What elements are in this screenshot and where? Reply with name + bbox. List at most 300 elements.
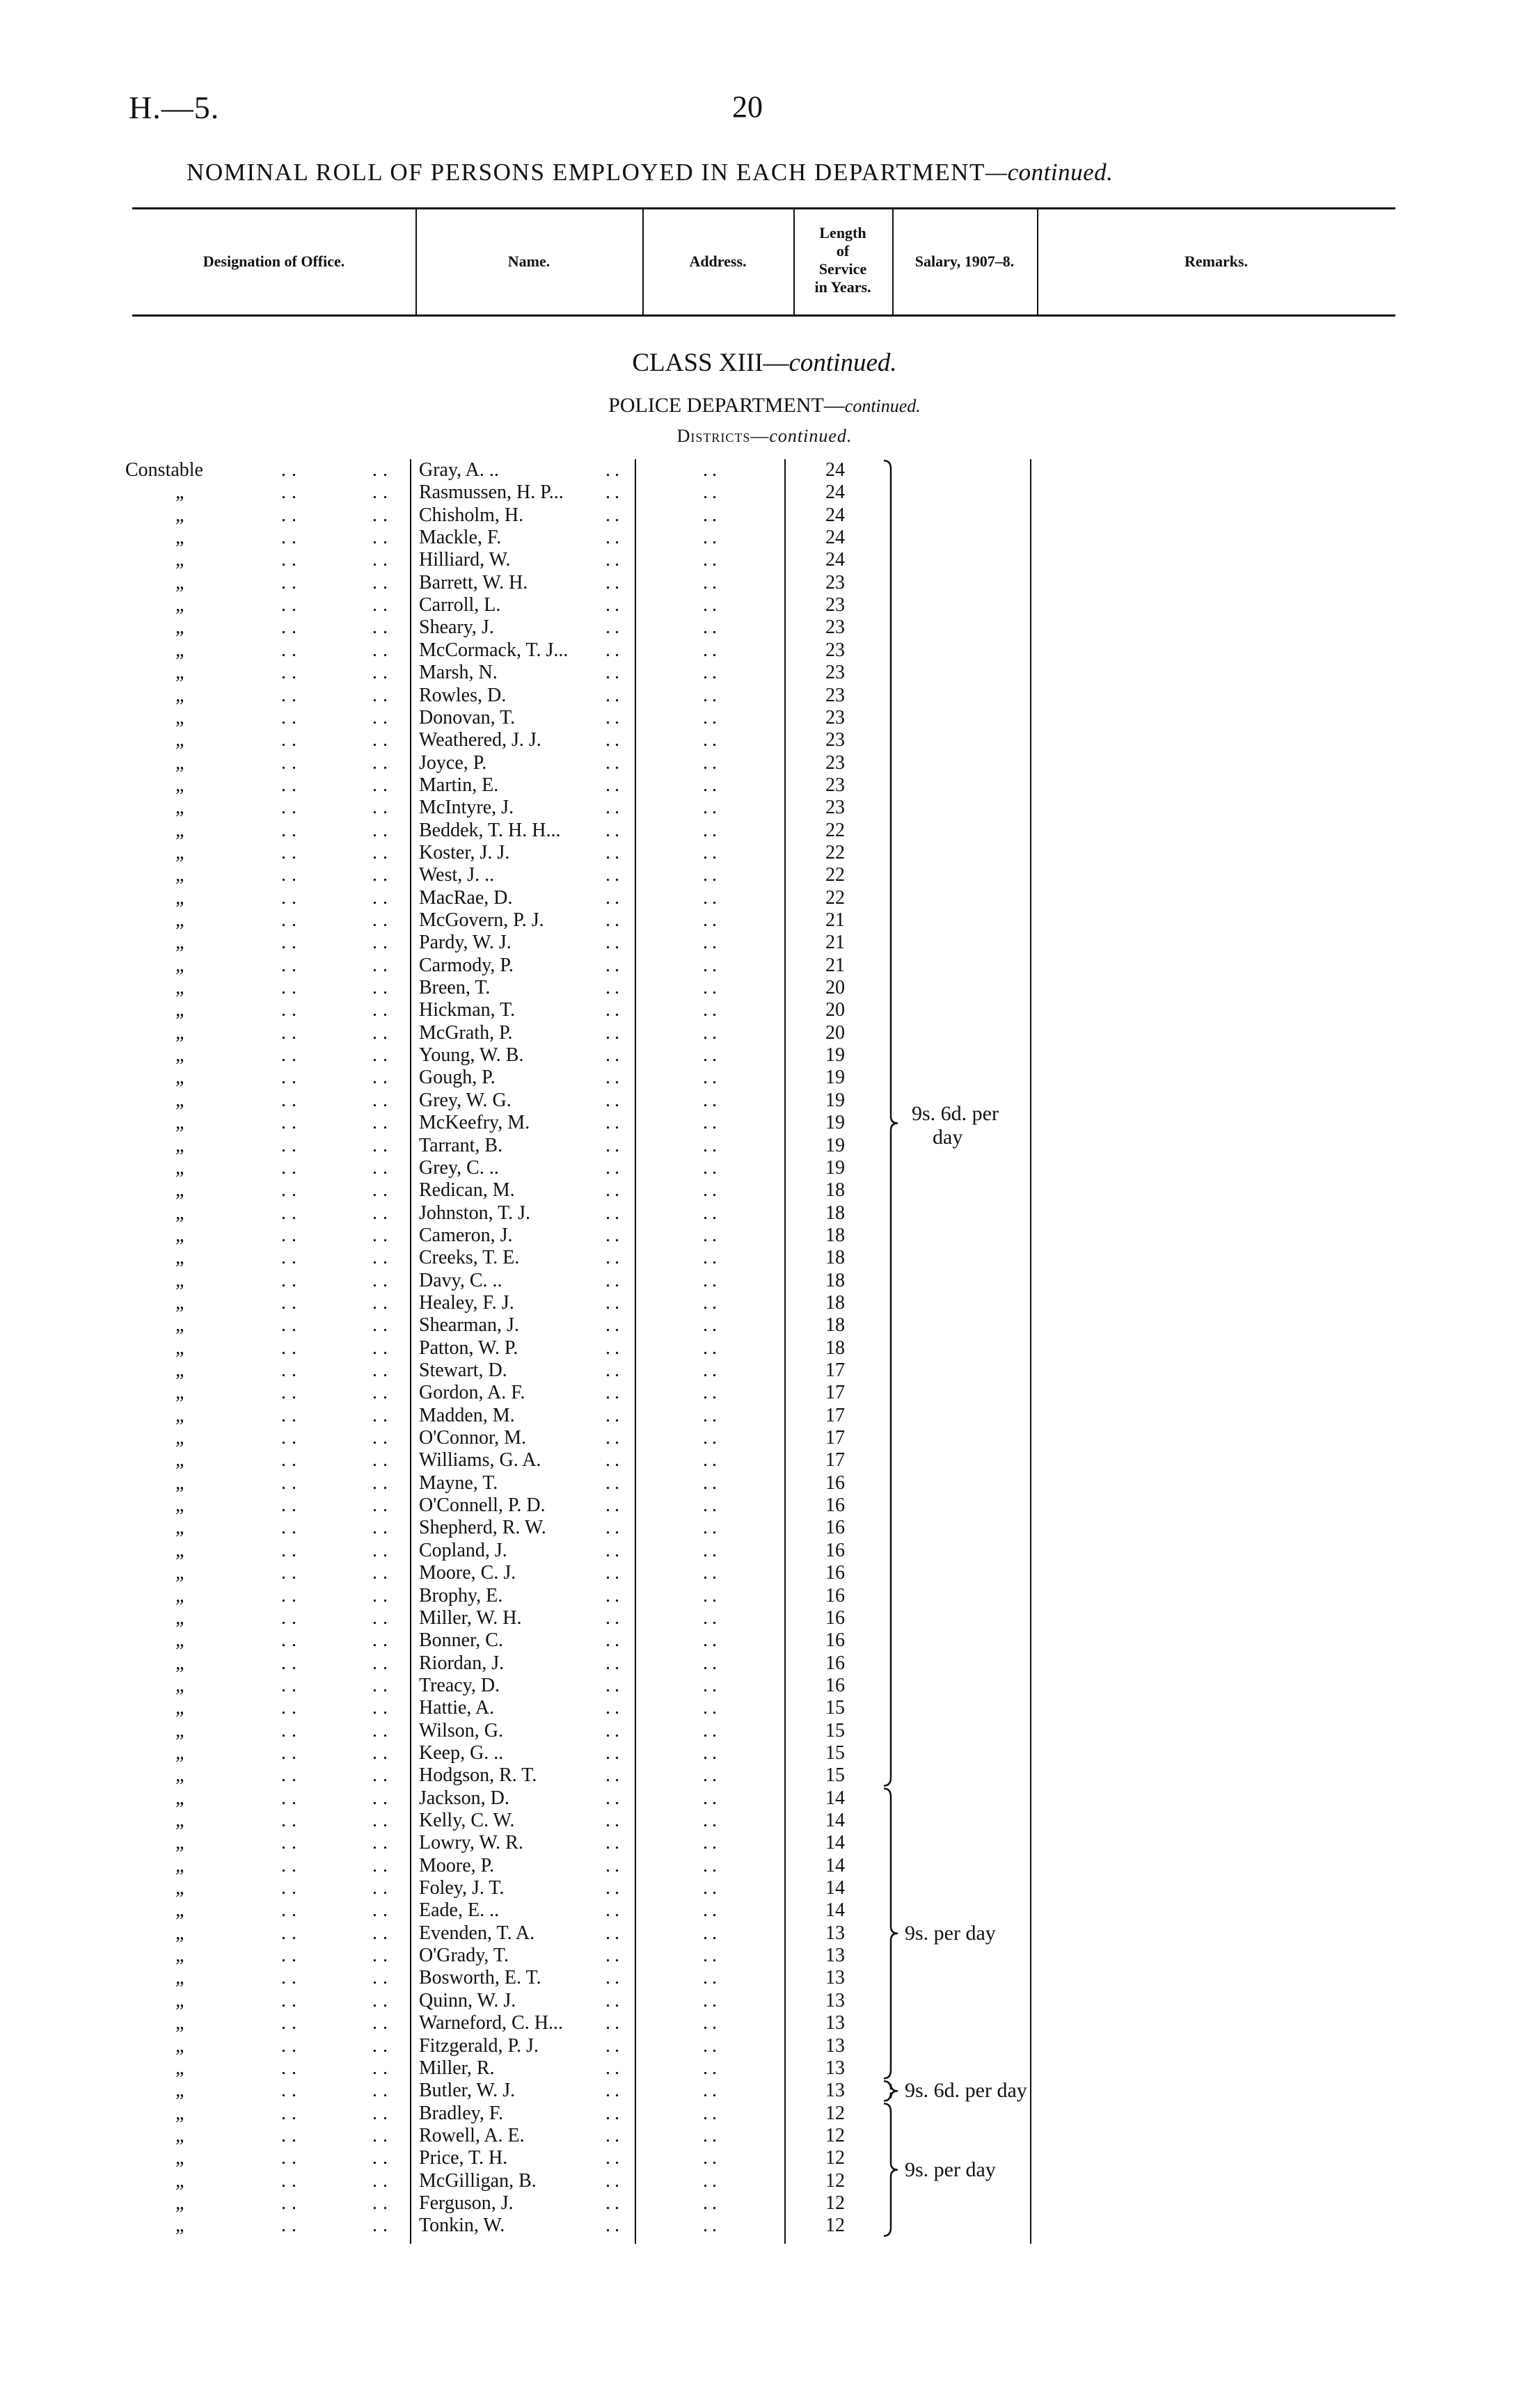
- leader-dots: ..: [605, 1787, 624, 1809]
- leader-dots: ..: [605, 1472, 624, 1494]
- leader-dots: ..: [281, 684, 302, 706]
- years-cell: 23: [825, 751, 845, 774]
- leader-dots: ..: [281, 1539, 302, 1561]
- designation-cell: „: [175, 616, 187, 639]
- designation-cell: „: [175, 1719, 187, 1741]
- leader-dots: ..: [605, 1247, 624, 1269]
- leader-dots: ..: [372, 1404, 393, 1426]
- leader-dots: ..: [605, 1156, 624, 1179]
- leader-dots: ..: [281, 841, 302, 863]
- designation-cell: „: [175, 2147, 187, 2169]
- leader-dots: ..: [281, 1652, 302, 1674]
- years-cell: 23: [825, 571, 845, 593]
- leader-dots: ..: [605, 549, 624, 571]
- leader-dots: ..: [372, 639, 393, 661]
- leader-dots: ..: [281, 1562, 302, 1584]
- leader-dots: ..: [281, 1427, 302, 1449]
- leader-dots: ..: [372, 2034, 393, 2057]
- address-cell: ..: [703, 527, 721, 549]
- years-cell: 13: [825, 2012, 845, 2034]
- leader-dots: ..: [605, 571, 624, 593]
- designation-cell: „: [175, 1269, 187, 1291]
- salary-bracket: [884, 1789, 898, 2079]
- years-cell: 18: [825, 1224, 845, 1246]
- years-cell: 16: [825, 1539, 845, 1561]
- address-cell: ..: [703, 2192, 721, 2214]
- address-cell: ..: [703, 1404, 721, 1426]
- address-cell: ..: [703, 504, 721, 526]
- address-cell: ..: [703, 1539, 721, 1561]
- years-cell: 13: [825, 2057, 845, 2079]
- name-cell: O'Connell, P. D.: [419, 1494, 546, 1517]
- years-cell: 16: [825, 1517, 845, 1539]
- leader-dots: ..: [605, 1202, 624, 1224]
- leader-dots: ..: [281, 1202, 302, 1224]
- leader-dots: ..: [605, 2124, 624, 2146]
- leader-dots: ..: [281, 999, 302, 1021]
- designation-cell: „: [175, 1449, 187, 1472]
- leader-dots: ..: [605, 932, 624, 954]
- address-cell: ..: [703, 864, 721, 886]
- years-cell: 16: [825, 1652, 845, 1674]
- years-cell: 19: [825, 1089, 845, 1111]
- leader-dots: ..: [372, 1472, 393, 1494]
- address-cell: ..: [703, 1562, 721, 1584]
- col-header-length-l4: in Years.: [814, 278, 871, 296]
- years-cell: 22: [825, 886, 845, 909]
- name-cell: Mackle, F.: [419, 527, 502, 549]
- designation-cell: „: [175, 1832, 187, 1854]
- leader-dots: ..: [281, 1697, 302, 1719]
- address-cell: ..: [703, 841, 721, 863]
- salary-note: [905, 2158, 996, 2182]
- leader-dots: ..: [281, 1967, 302, 1989]
- years-cell: 12: [825, 2147, 845, 2169]
- years-cell: 17: [825, 1449, 845, 1472]
- leader-dots: ..: [605, 616, 624, 639]
- name-cell: Copland, J.: [419, 1539, 507, 1561]
- leader-dots: ..: [372, 2124, 393, 2146]
- leader-dots: ..: [281, 1764, 302, 1787]
- leader-dots: ..: [281, 1989, 302, 2011]
- leader-dots: ..: [372, 706, 393, 728]
- name-cell: Marsh, N.: [419, 662, 498, 684]
- designation-cell: „: [175, 886, 187, 909]
- years-cell: 19: [825, 1112, 845, 1134]
- leader-dots: ..: [281, 1832, 302, 1854]
- leader-dots: ..: [372, 841, 393, 863]
- leader-dots: ..: [372, 797, 393, 819]
- leader-dots: ..: [372, 2147, 393, 2169]
- leader-dots: ..: [372, 662, 393, 684]
- designation-cell: „: [175, 1427, 187, 1449]
- leader-dots: ..: [605, 1652, 624, 1674]
- leader-dots: ..: [372, 2215, 393, 2237]
- address-cell: ..: [703, 1021, 721, 1044]
- address-cell: ..: [703, 1764, 721, 1787]
- col-header-length-l3: Service: [818, 260, 867, 278]
- designation-cell: „: [175, 504, 187, 526]
- name-cell: Redican, M.: [419, 1179, 515, 1202]
- years-cell: 23: [825, 729, 845, 751]
- years-cell: 12: [825, 2192, 845, 2214]
- leader-dots: ..: [372, 864, 393, 886]
- name-cell: Hodgson, R. T.: [419, 1764, 537, 1787]
- leader-dots: ..: [372, 1854, 393, 1876]
- leader-dots: ..: [605, 1584, 624, 1606]
- name-cell: Warneford, C. H...: [419, 2012, 563, 2034]
- leader-dots: ..: [605, 774, 624, 796]
- years-cell: 23: [825, 616, 845, 639]
- name-cell: Shepherd, R. W.: [419, 1517, 546, 1539]
- years-cell: 13: [825, 1989, 845, 2011]
- leader-dots: ..: [605, 1810, 624, 1831]
- leader-dots: ..: [281, 1291, 302, 1314]
- name-cell: Johnston, T. J.: [419, 1202, 530, 1224]
- leader-dots: ..: [372, 504, 393, 526]
- years-cell: 17: [825, 1404, 845, 1426]
- years-cell: 20: [825, 1021, 845, 1044]
- name-cell: Martin, E.: [419, 774, 499, 796]
- designation-cell: „: [175, 2102, 187, 2124]
- years-cell: 14: [825, 1854, 845, 1876]
- years-cell: 12: [825, 2102, 845, 2124]
- name-cell: Tarrant, B.: [419, 1134, 503, 1156]
- leader-dots: ..: [281, 594, 302, 616]
- salary-note: [905, 1922, 996, 1945]
- designation-cell: „: [175, 639, 187, 661]
- name-cell: Treacy, D.: [419, 1674, 500, 1696]
- years-cell: 16: [825, 1584, 845, 1606]
- years-cell: 23: [825, 662, 845, 684]
- leader-dots: ..: [605, 1291, 624, 1314]
- address-cell: ..: [703, 481, 721, 504]
- name-cell: Tonkin, W.: [419, 2215, 505, 2237]
- address-cell: ..: [703, 616, 721, 639]
- address-cell: ..: [703, 1044, 721, 1067]
- years-cell: 22: [825, 864, 845, 886]
- col-header-salary: Salary, 1907–8.: [914, 253, 1015, 270]
- leader-dots: ..: [281, 909, 302, 931]
- leader-dots: ..: [281, 2102, 302, 2124]
- roll-title-suffix: —continued.: [985, 159, 1114, 186]
- address-cell: ..: [703, 1584, 721, 1606]
- name-cell: Mayne, T.: [419, 1472, 498, 1494]
- leader-dots: ..: [372, 1719, 393, 1741]
- designation-cell: „: [175, 1741, 187, 1764]
- name-cell: Ferguson, J.: [419, 2192, 514, 2214]
- leader-dots: ..: [281, 774, 302, 796]
- years-cell: 12: [825, 2124, 845, 2146]
- name-cell: Evenden, T. A.: [419, 1922, 535, 1944]
- leader-dots: ..: [281, 886, 302, 909]
- leader-dots: ..: [372, 1134, 393, 1156]
- leader-dots: ..: [372, 2169, 393, 2192]
- leader-dots: ..: [372, 1021, 393, 1044]
- leader-dots: ..: [281, 1337, 302, 1359]
- designation-cell: „: [175, 1044, 187, 1067]
- leader-dots: ..: [281, 751, 302, 774]
- years-cell: 15: [825, 1764, 845, 1787]
- years-cell: 14: [825, 1787, 845, 1809]
- leader-dots: ..: [281, 819, 302, 841]
- col-header-remarks: Remarks.: [1184, 253, 1249, 270]
- address-cell: ..: [703, 1606, 721, 1629]
- leader-dots: ..: [281, 977, 302, 999]
- address-cell: ..: [703, 774, 721, 796]
- leader-dots: ..: [372, 1382, 393, 1404]
- page-number: 20: [732, 90, 763, 124]
- designation-cell: „: [175, 2057, 187, 2079]
- leader-dots: ..: [281, 954, 302, 976]
- years-cell: 24: [825, 459, 845, 481]
- leader-dots: ..: [372, 2102, 393, 2124]
- leader-dots: ..: [281, 662, 302, 684]
- address-cell: ..: [703, 1877, 721, 1899]
- leader-dots: ..: [281, 2057, 302, 2079]
- years-cell: 16: [825, 1606, 845, 1629]
- years-cell: 14: [825, 1832, 845, 1854]
- salary-note-line: 9s. per day: [905, 2158, 996, 2181]
- leader-dots: ..: [281, 1179, 302, 1202]
- designation-cell: „: [175, 819, 187, 841]
- leader-dots: ..: [372, 527, 393, 549]
- leader-dots: ..: [281, 864, 302, 886]
- name-cell: Carroll, L.: [419, 594, 501, 616]
- designation-cell: „: [175, 977, 187, 999]
- leader-dots: ..: [605, 1629, 624, 1652]
- leader-dots: ..: [605, 1719, 624, 1741]
- leader-dots: ..: [281, 1674, 302, 1696]
- leader-dots: ..: [372, 1494, 393, 1517]
- designation-cell: „: [175, 2169, 187, 2192]
- department-title-main: POLICE DEPARTMENT—: [608, 394, 845, 417]
- leader-dots: ..: [372, 616, 393, 639]
- leader-dots: ..: [372, 1989, 393, 2011]
- name-cell: McGilligan, B.: [419, 2169, 537, 2192]
- leader-dots: ..: [605, 706, 624, 728]
- salary-bracket: [884, 461, 898, 1786]
- leader-dots: ..: [281, 2215, 302, 2237]
- leader-dots: ..: [372, 1584, 393, 1606]
- name-cell: Patton, W. P.: [419, 1337, 518, 1359]
- leader-dots: ..: [281, 1044, 302, 1067]
- leader-dots: ..: [372, 1787, 393, 1809]
- leader-dots: ..: [281, 1449, 302, 1472]
- name-cell: Cameron, J.: [419, 1224, 513, 1246]
- name-cell: Shearman, J.: [419, 1314, 519, 1337]
- address-cell: ..: [703, 1247, 721, 1269]
- address-cell: ..: [703, 729, 721, 751]
- name-cell: Foley, J. T.: [419, 1877, 505, 1899]
- name-cell: Bonner, C.: [419, 1629, 503, 1652]
- leader-dots: ..: [281, 481, 302, 504]
- name-cell: Carmody, P.: [419, 954, 514, 976]
- designation-cell: „: [175, 1674, 187, 1696]
- designation-cell: „: [175, 2215, 187, 2237]
- address-cell: ..: [703, 1269, 721, 1291]
- address-cell: ..: [703, 1179, 721, 1202]
- leader-dots: ..: [605, 2080, 624, 2102]
- roll-title-main: NOMINAL ROLL OF PERSONS EMPLOYED IN EACH DEPARTMENT: [187, 159, 986, 186]
- leader-dots: ..: [605, 1967, 624, 1989]
- address-cell: ..: [703, 1156, 721, 1179]
- leader-dots: ..: [281, 2147, 302, 2169]
- leader-dots: ..: [605, 504, 624, 526]
- designation-cell: „: [175, 1134, 187, 1156]
- leader-dots: ..: [372, 1517, 393, 1539]
- years-cell: 21: [825, 954, 845, 976]
- name-cell: Creeks, T. E.: [419, 1247, 520, 1269]
- name-cell: Gordon, A. F.: [419, 1382, 525, 1404]
- years-cell: 13: [825, 1967, 845, 1989]
- col-header-designation: Designation of Office.: [203, 253, 345, 270]
- designation-cell: „: [175, 864, 187, 886]
- address-cell: ..: [703, 2147, 721, 2169]
- leader-dots: ..: [281, 1021, 302, 1044]
- address-cell: ..: [703, 1854, 721, 1876]
- address-cell: ..: [703, 819, 721, 841]
- leader-dots: ..: [605, 1494, 624, 1517]
- designation-cell: „: [175, 932, 187, 954]
- leader-dots: ..: [372, 1360, 393, 1381]
- leader-dots: ..: [281, 1360, 302, 1381]
- designation-cell: „: [175, 1382, 187, 1404]
- leader-dots: ..: [281, 1517, 302, 1539]
- years-cell: 13: [825, 2034, 845, 2057]
- col-header-address: Address.: [689, 253, 747, 270]
- designation-cell: „: [175, 1291, 187, 1314]
- name-cell: Brophy, E.: [419, 1584, 503, 1606]
- leader-dots: ..: [372, 1247, 393, 1269]
- designation-cell: „: [175, 2192, 187, 2214]
- years-cell: 15: [825, 1719, 845, 1741]
- designation-cell: „: [175, 797, 187, 819]
- name-cell: Fitzgerald, P. J.: [419, 2034, 539, 2057]
- leader-dots: ..: [281, 1899, 302, 1922]
- leader-dots: ..: [372, 1652, 393, 1674]
- address-cell: ..: [703, 1472, 721, 1494]
- address-cell: ..: [703, 1674, 721, 1696]
- leader-dots: ..: [372, 1562, 393, 1584]
- years-cell: 16: [825, 1629, 845, 1652]
- leader-dots: ..: [281, 459, 302, 481]
- leader-dots: ..: [372, 774, 393, 796]
- address-cell: ..: [703, 1741, 721, 1764]
- leader-dots: ..: [372, 1967, 393, 1989]
- name-cell: Rasmussen, H. P...: [419, 481, 564, 504]
- address-cell: ..: [703, 2102, 721, 2124]
- designation-cell: „: [175, 2124, 187, 2146]
- designation-cell: „: [175, 1652, 187, 1674]
- leader-dots: ..: [605, 2034, 624, 2057]
- leader-dots: ..: [605, 999, 624, 1021]
- years-cell: 15: [825, 1741, 845, 1764]
- years-cell: 19: [825, 1134, 845, 1156]
- name-cell: Sheary, J.: [419, 616, 494, 639]
- name-cell: McIntyre, J.: [419, 797, 514, 819]
- leader-dots: ..: [605, 2169, 624, 2192]
- name-cell: Rowles, D.: [419, 684, 507, 706]
- years-cell: 15: [825, 1697, 845, 1719]
- leader-dots: ..: [372, 1945, 393, 1967]
- salary-note: [905, 2079, 1027, 2103]
- years-cell: 22: [825, 819, 845, 841]
- col-header-length-l2: of: [836, 242, 850, 260]
- leader-dots: ..: [605, 1112, 624, 1134]
- leader-dots: ..: [281, 1810, 302, 1831]
- leader-dots: ..: [372, 1156, 393, 1179]
- name-cell: Breen, T.: [419, 977, 491, 999]
- leader-dots: ..: [372, 954, 393, 976]
- leader-dots: ..: [605, 841, 624, 863]
- leader-dots: ..: [281, 1922, 302, 1944]
- address-cell: ..: [703, 1719, 721, 1741]
- designation-cell: „: [175, 999, 187, 1021]
- leader-dots: ..: [372, 2057, 393, 2079]
- address-cell: ..: [703, 594, 721, 616]
- leader-dots: ..: [605, 1697, 624, 1719]
- leader-dots: ..: [281, 527, 302, 549]
- address-cell: ..: [703, 662, 721, 684]
- years-cell: 19: [825, 1044, 845, 1067]
- name-cell: Eade, E. ..: [419, 1899, 500, 1922]
- designation-cell: „: [175, 1810, 187, 1831]
- address-cell: ..: [703, 1989, 721, 2011]
- leader-dots: ..: [372, 481, 393, 504]
- years-cell: 23: [825, 594, 845, 616]
- leader-dots: ..: [281, 1719, 302, 1741]
- leader-dots: ..: [372, 1314, 393, 1337]
- designation-cell: „: [175, 1202, 187, 1224]
- designation-cell: „: [175, 729, 187, 751]
- designation-cell: „: [175, 1877, 187, 1899]
- leader-dots: ..: [605, 1021, 624, 1044]
- leader-dots: ..: [372, 932, 393, 954]
- leader-dots: ..: [372, 1629, 393, 1652]
- leader-dots: ..: [605, 1877, 624, 1899]
- districts-title-main: Districts—: [676, 426, 770, 446]
- years-cell: 24: [825, 527, 845, 549]
- department-title-suffix: continued.: [844, 396, 921, 416]
- leader-dots: ..: [281, 1854, 302, 1876]
- leader-dots: ..: [372, 1764, 393, 1787]
- designation-cell: „: [175, 1989, 187, 2011]
- leader-dots: ..: [605, 2057, 624, 2079]
- leader-dots: ..: [372, 1832, 393, 1854]
- address-cell: ..: [703, 1067, 721, 1089]
- years-cell: 23: [825, 684, 845, 706]
- leader-dots: ..: [605, 594, 624, 616]
- leader-dots: ..: [281, 1112, 302, 1134]
- leader-dots: ..: [605, 684, 624, 706]
- address-cell: ..: [703, 1517, 721, 1539]
- name-cell: Price, T. H.: [419, 2147, 508, 2169]
- leader-dots: ..: [281, 1945, 302, 1967]
- address-cell: ..: [703, 1337, 721, 1359]
- name-cell: Hattie, A.: [419, 1697, 495, 1719]
- leader-dots: ..: [281, 1224, 302, 1246]
- designation-cell: „: [175, 1224, 187, 1246]
- years-cell: 23: [825, 639, 845, 661]
- leader-dots: ..: [372, 909, 393, 931]
- leader-dots: ..: [605, 864, 624, 886]
- col-header-length-l1: Length: [819, 224, 866, 241]
- leader-dots: ..: [281, 1606, 302, 1629]
- page-code: H.—5.: [129, 90, 220, 125]
- leader-dots: ..: [372, 1112, 393, 1134]
- leader-dots: ..: [605, 459, 624, 481]
